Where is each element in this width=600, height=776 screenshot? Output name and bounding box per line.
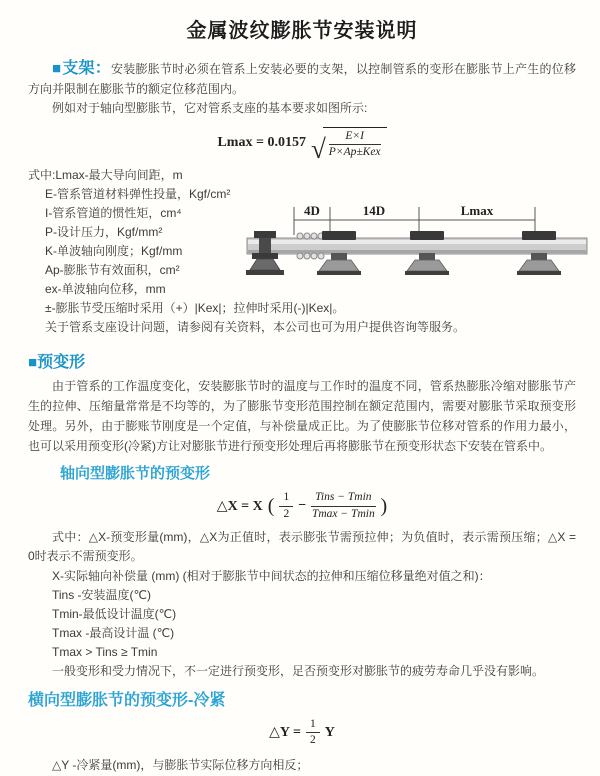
axial-line: Tins -安装温度(℃) — [52, 587, 152, 602]
dim-label-4d: 4D — [304, 203, 320, 219]
predeform-paragraph: 由于管系的工作温度变化，安装膨胀节时的温度与工作时的温度不同，管系热膨胀冷缩对膨胀节产生的拉伸、压缩量常常是不均等的，为了膨胀节变形范围控制在额定范围内，需要对膨胀节采取预变形处理。另外，由于膨账节刚度是一个定值，与补偿量成正比。为了使膨胀节位移对管系的作用力最小，也可以采用预变形(冷紧)方让对膨胀节进行预变形处理后再将膨胀节在预变形状态下安装在管系中。 — [28, 379, 576, 454]
axial-formula-lhs: △X = X — [216, 498, 263, 514]
definition-item: E-管系管道材料弹性投量，Kgf/cm² — [45, 187, 231, 202]
predeform-heading-label: 预变形 — [37, 354, 86, 372]
definition-item: 式中:Lmax-最大导向间距，m — [28, 168, 183, 183]
axial-line: Tmin-最低设计温度(℃) — [52, 606, 177, 621]
definition-item: P-设计压力，Kgf/mm² — [45, 225, 163, 240]
one-half-fraction: $\frac{1}{2}$ — [279, 491, 293, 522]
dimension-labels — [304, 203, 494, 218]
page-title: 金属波纹膨胀节安装说明 — [186, 20, 418, 42]
support-section-heading — [52, 60, 111, 77]
dim-label-14d: 14D — [362, 203, 386, 219]
minus-sign: − — [298, 498, 307, 514]
predeform-section-heading — [28, 349, 576, 372]
close-paren: ) — [380, 495, 388, 518]
section-marker-icon: ■ — [28, 354, 38, 372]
sqrt-expression — [310, 127, 387, 165]
one-half-fraction: $\frac{1}{2}$ — [306, 718, 320, 749]
definitions-block — [28, 166, 576, 337]
axial-line: 一般变形和受力情况下，不一定进行预变形，足否预变形对膨胀节的疲劳寿命几乎没有影响。 — [52, 663, 545, 678]
axial-line: Tmax -最高设计温 (℃) — [52, 625, 175, 640]
lateral-formula-rhs: Y — [324, 724, 335, 740]
axial-line: Tmax > Tins ≥ Tmin — [52, 644, 158, 659]
radical-sign-icon: √ — [310, 134, 326, 165]
dim-label-lmax: Lmax — [460, 203, 494, 219]
formula-numerator: E×I — [329, 130, 381, 146]
axial-line: X-实际轴向补偿量 (mm) (相对于膨胀节中间状态的拉伸和压缩位移量绝对值之和)： — [52, 568, 491, 583]
support-intro-paragraph — [28, 59, 576, 99]
support-heading-label: 支架： — [62, 60, 112, 77]
definition-item: K-单波轴向刚度；Kgf/mm — [45, 244, 183, 259]
guide-spacing-formula — [28, 127, 576, 165]
axial-predeform-formula — [28, 491, 576, 522]
lateral-subheading: 横向型膨胀节的预变形-冷紧 — [28, 691, 226, 709]
temperature-fraction: $\frac{\text{Tins − Tmin}}{Tmax - Tmin}$ — [311, 491, 375, 520]
support-intro-text: 安装膨胀节时必须在管系上安装必要的支架，以控制管系的变形在膨胀节上产生的位移方向并限制在膨胀节的额定位移范围内。 — [28, 62, 576, 96]
section-marker-icon: ■ — [52, 60, 62, 77]
open-paren: ( — [267, 495, 275, 518]
pipe — [247, 238, 587, 254]
definition-item: I-管系管道的惯性矩，cm⁴ — [45, 206, 182, 221]
lateral-coldpull-formula — [28, 718, 576, 749]
definition-item: Ap-膨胀节有效面积，cm² — [45, 263, 180, 278]
axial-explain-paragraph: 式中：△X-预变形量(mm)，△X为正值时，表示膨张节需预拉伸；为负值时，表示需预压缩；△X = 0时表示不需预变形。 — [28, 529, 576, 564]
formula-lhs: Lmax = 0.0157 — [217, 135, 306, 151]
lateral-note: △Y -冷紧量(mm)，与膨胀节实际位移方向相反； — [52, 758, 309, 773]
axial-subheading: 轴向型膨胀节的预变形 — [60, 465, 211, 483]
axial-definition-lines — [28, 567, 576, 681]
support-example-line: 例如对于轴向型膨胀节，它对管系支座的基本要求如图所示: — [52, 101, 368, 115]
dimension-lines — [294, 207, 535, 235]
sign-note: ±-膨胀节受压缩时采用（+）|Kex|；拉伸时采用(-)|Kex|。 — [45, 301, 345, 316]
pipe-support-diagram — [245, 198, 590, 300]
consult-note: 关于管系支座设计问题，请参阅有关资料，本公司也可为用户提供咨询等服务。 — [45, 320, 466, 335]
formula-denominator: P×Ap±Kex — [328, 146, 381, 159]
definition-item: ex-单波轴向位移，mm — [45, 282, 166, 297]
lateral-formula-lhs: △Y = — [269, 725, 301, 741]
